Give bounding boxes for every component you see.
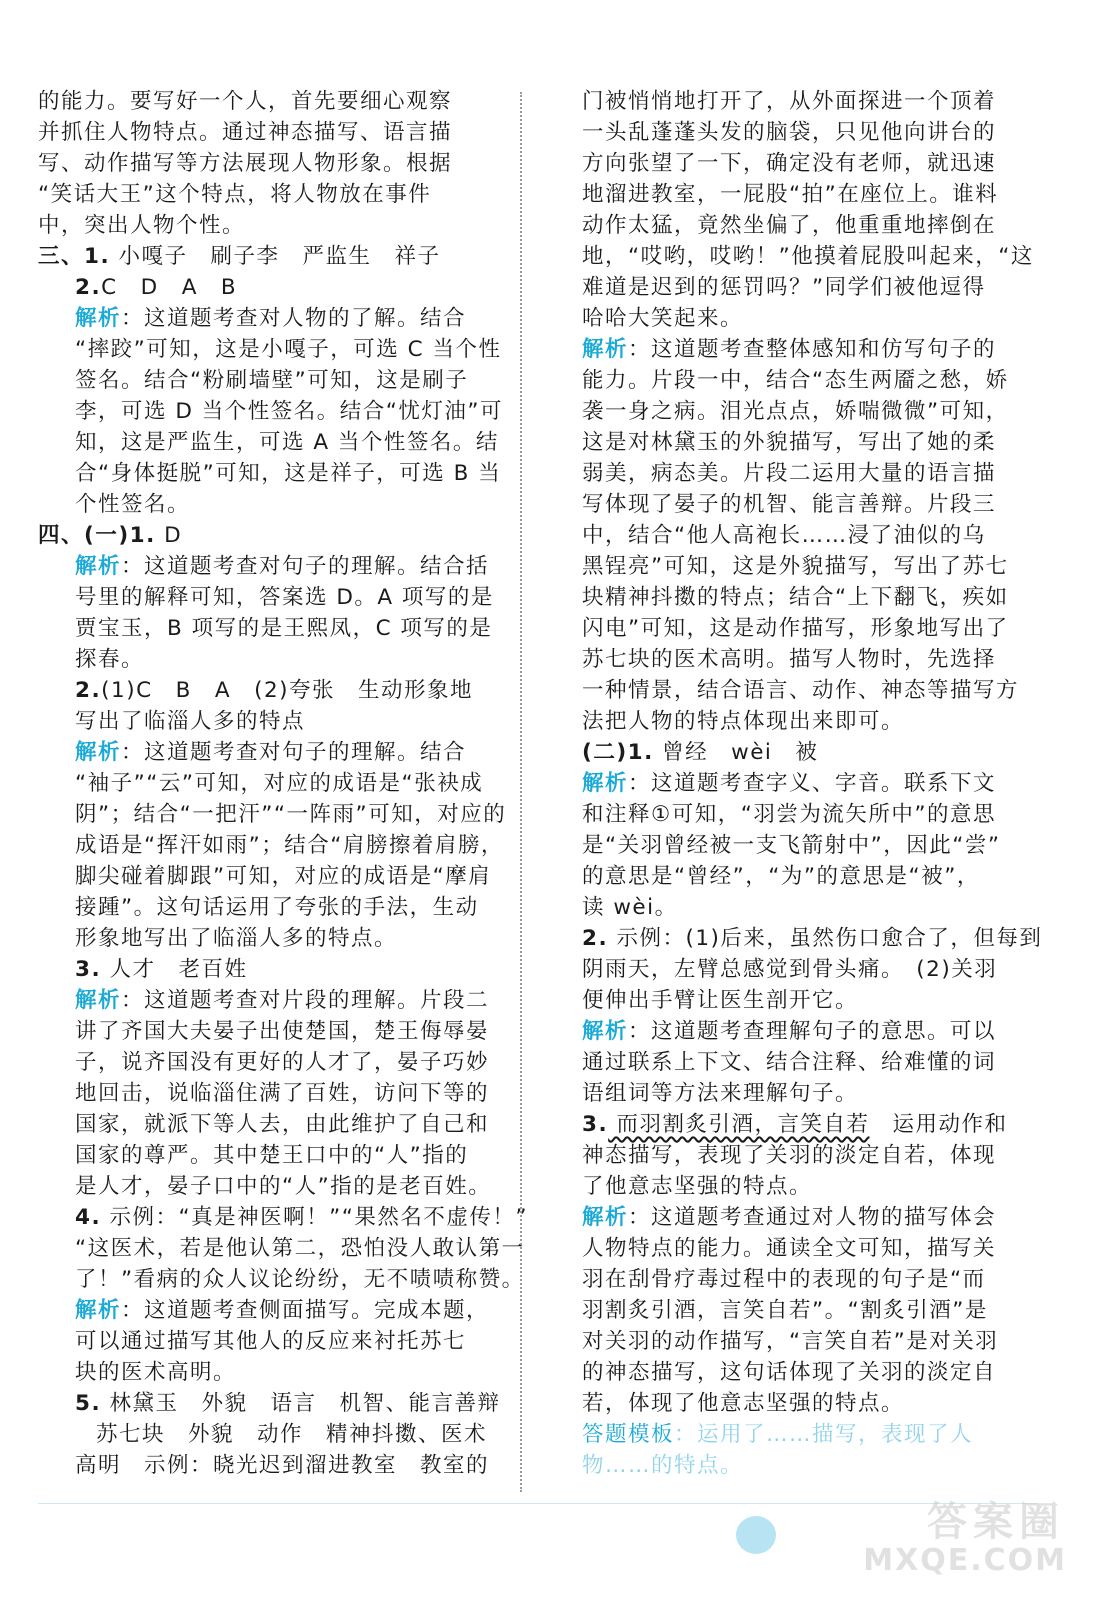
left-text-line [38, 1202, 529, 1233]
right-text-line [582, 830, 1002, 861]
line-text: 写、动作描写等方法展现人物形象。根据 [38, 151, 453, 176]
left-text-line [38, 675, 500, 706]
line-text: 了他意志坚强的特点。 [582, 1174, 813, 1199]
right-text-line [582, 1233, 1002, 1264]
line-text: 中，结合“他人高袍长……浸了油似的乌 [582, 523, 986, 548]
line-text: 的神态描写，这句话体现了关羽的淡定自 [582, 1360, 997, 1385]
line-text: 黑锃亮”可知，这是外貌描写，写出了苏七 [582, 554, 1009, 579]
line-text: 块的医术高明。 [75, 1360, 237, 1385]
template-text: ：运用了……描写，表现了人 [674, 1422, 974, 1447]
question-number: 5. [75, 1391, 102, 1416]
line-text: 探春。 [75, 647, 145, 672]
right-text-line [582, 1450, 1002, 1481]
line-text: 一头乱蓬蓬头发的脑袋，只见他向讲台的 [582, 120, 997, 145]
line-text: ：这道题考查对人物的了解。结合 [121, 306, 467, 331]
line-text: 示例：“真是神医啊！”“果然名不虚传！” [101, 1205, 529, 1230]
question-number: 三、1. [38, 244, 111, 269]
line-text: 接踵”。这句话运用了夸张的手法，生动 [75, 895, 479, 920]
right-text-line [582, 706, 1002, 737]
line-text: ：这道题考查字义、字音。联系下文 [628, 771, 997, 796]
line-text: 个性签名。 [75, 492, 191, 517]
left-text-line [38, 799, 507, 830]
page-number-badge [736, 1516, 776, 1554]
line-text: 若，体现了他意志坚强的特点。 [582, 1391, 905, 1416]
line-text: 袭一身之病。泪光点点，娇喘微微”可知， [582, 399, 1009, 424]
right-text-line [582, 86, 1002, 117]
line-text: 苏七块的医术高明。描写人物时，先选择 [582, 647, 997, 672]
line-text: 动作太猛，竟然坐偏了，他重重地摔倒在 [582, 213, 997, 238]
watermark-chinese: 答案圈 [927, 1499, 1065, 1545]
line-text: 李，可选 D 当个性签名。结合“忧灯油”可 [75, 399, 504, 424]
line-text: 和注释①可知，“羽尝为流矢所中”的意思 [582, 802, 997, 827]
left-text-line [38, 861, 500, 892]
analysis-tag: 解析 [582, 771, 629, 796]
line-text: “摔跤”可知，这是小嘎子，可选 C 当个性 [75, 337, 502, 362]
right-text-line [582, 768, 1002, 799]
line-text: 并抓住人物特点。通过神态描写、语言描 [38, 120, 453, 145]
right-text-line [582, 1109, 1008, 1140]
left-text-line [38, 737, 500, 768]
line-text: ：这道题考查对片段的理解。片段二 [121, 988, 490, 1013]
right-text-line [582, 396, 1009, 427]
question-number: 2. [75, 678, 102, 703]
line-text: 国家，就派下等人去，由此维护了自己和 [75, 1112, 490, 1137]
line-text: 国家的尊严。其中楚王口中的“人”指的 [75, 1143, 469, 1168]
right-text-line [582, 272, 1002, 303]
right-text-line [582, 675, 1020, 706]
line-text: 高明 示例：晓光迟到溜进教室 教室的 [75, 1453, 490, 1478]
right-text-line [582, 1047, 1002, 1078]
left-text-line [38, 644, 500, 675]
right-text-line [582, 1419, 1002, 1450]
left-text-line [38, 1140, 500, 1171]
left-text-line [38, 706, 500, 737]
watermark-url: MXQE.COM [863, 1543, 1067, 1578]
template-tag: 答题模板 [582, 1422, 675, 1447]
right-text-line [582, 582, 1009, 613]
line-text: ：这道题考查对句子的理解。结合 [121, 740, 467, 765]
analysis-tag: 解析 [75, 740, 122, 765]
line-text: 中，突出人物个性。 [38, 213, 246, 238]
right-text-line [582, 954, 1002, 985]
line-text: 形象地写出了临淄人多的特点。 [75, 926, 398, 951]
right-text-line [582, 1171, 1002, 1202]
right-text-line [582, 551, 1009, 582]
line-text: 写体现了晏子的机智、能言善辩。片段三 [582, 492, 997, 517]
analysis-tag: 解析 [582, 1019, 629, 1044]
right-text-line [582, 892, 1002, 923]
line-text: 羽割炙引酒，言笑自若”。“割炙引酒”是 [582, 1298, 988, 1323]
line-text: 弱美，病态美。片段二运用大量的语言描 [582, 461, 997, 486]
left-text-line [38, 427, 500, 458]
line-text: 是人才，晏子口中的“人”指的是老百姓。 [75, 1174, 492, 1199]
line-text: 闪电”可知，这是动作描写，形象地写出了 [582, 616, 1009, 641]
right-text-line [582, 613, 1009, 644]
line-text: ：这道题考查理解句子的意思。可以 [628, 1019, 997, 1044]
line-text: 通过联系上下文、结合注释、给难懂的词 [582, 1050, 997, 1075]
template-text: 物……的特点。 [582, 1453, 744, 1478]
left-text-line [38, 148, 500, 179]
watermark-logo [861, 1490, 1071, 1578]
analysis-tag: 解析 [582, 1205, 629, 1230]
line-text: 能力。片段一中，结合“态生两靥之愁，娇 [582, 368, 1009, 393]
line-text: 一种情景，结合语言、动作、神态等描写方 [582, 678, 1020, 703]
right-text-line [582, 1388, 1002, 1419]
left-text-line [38, 1295, 500, 1326]
line-text: 号里的解释可知，答案选 D。A 项写的是 [75, 585, 494, 610]
line-text: 地溜进教室，一屁股“拍”在座位上。谁料 [582, 182, 999, 207]
left-text-line [38, 1109, 500, 1140]
line-text: 地，“哎哟，哎哟！”他摸着屁股叫起来，“这 [582, 244, 1034, 269]
line-text: ：这道题考查通过对人物的描写体会 [628, 1205, 997, 1230]
line-text: 曾经 wèi 被 [653, 740, 819, 765]
line-text: ：这道题考查对句子的理解。结合括 [121, 554, 490, 579]
right-text-line [582, 1264, 1002, 1295]
right-text-line [582, 179, 1002, 210]
line-text: 签名。结合“粉刷墙壁”可知，这是刷子 [75, 368, 469, 393]
left-text-line [38, 272, 500, 303]
line-text: 讲了齐国大夫晏子出使楚国，楚王侮辱晏 [75, 1019, 490, 1044]
right-text-line [582, 923, 1043, 954]
left-text-line [38, 892, 500, 923]
line-text: 苏七块 外貌 动作 精神抖擞、医术 [96, 1422, 488, 1447]
left-text-line [38, 86, 500, 117]
question-number: 2. [582, 926, 609, 951]
line-text: 是“关羽曾经被一支飞箭射中”，因此“尝” [582, 833, 1001, 858]
line-text: C D A B [101, 275, 238, 300]
analysis-tag: 解析 [75, 306, 122, 331]
left-column [38, 86, 529, 1481]
line-text: 的能力。要写好一个人，首先要细心观察 [38, 89, 453, 114]
right-text-line [582, 644, 1002, 675]
right-text-line [582, 241, 1034, 272]
right-column [582, 86, 1043, 1481]
left-text-line [38, 923, 500, 954]
line-text: 小嘎子 刷子李 严监生 祥子 [110, 244, 441, 269]
line-text: 门被悄悄地打开了，从外面探进一个顶着 [582, 89, 997, 114]
analysis-tag: 解析 [75, 554, 122, 579]
left-text-line [38, 1264, 525, 1295]
right-text-line [582, 1326, 1002, 1357]
line-text: 合“身体挺脱”可知，这是祥子，可选 B 当 [75, 461, 502, 486]
question-number: 2. [75, 275, 102, 300]
right-text-line [582, 1295, 1002, 1326]
line-text: “这医术，若是他认第二，恐怕没人敢认第一 [75, 1236, 525, 1261]
analysis-tag: 解析 [75, 988, 122, 1013]
line-text: 法把人物的特点体现出来即可。 [582, 709, 905, 734]
left-text-line [38, 210, 500, 241]
right-text-line [582, 458, 1002, 489]
line-text: D [155, 523, 183, 548]
question-number: 4. [75, 1205, 102, 1230]
right-text-line [582, 1016, 1002, 1047]
right-text-line [582, 427, 1002, 458]
question-number: (二)1. [582, 740, 654, 765]
line-text: 神态描写，表现了关羽的淡定自若，体现 [582, 1143, 997, 1168]
left-text-line [38, 365, 500, 396]
analysis-tag: 解析 [75, 1298, 122, 1323]
line-text: 便伸出手臂让医生剖开它。 [582, 988, 859, 1013]
line-text: 成语是“挥汗如雨”；结合“肩膀擦着肩膀， [75, 833, 504, 858]
question-number: 3. [75, 957, 102, 982]
question-number: 3. [582, 1112, 609, 1137]
line-text: 这是对林黛玉的外貌描写，写出了她的柔 [582, 430, 997, 455]
line-text: 子，说齐国没有更好的人才了，晏子巧妙 [75, 1050, 490, 1075]
line-text: 可以通过描写其他人的反应来衬托苏七 [75, 1329, 467, 1354]
left-text-line [38, 241, 500, 272]
left-text-line [38, 830, 504, 861]
line-text: 地回击，说临淄住满了百姓，访问下等的 [75, 1081, 490, 1106]
line-text: 人才 老百姓 [101, 957, 248, 982]
line-text: 运用动作和 [869, 1112, 1008, 1137]
left-text-line [38, 768, 500, 799]
right-text-line [582, 1078, 1002, 1109]
left-text-line [38, 1171, 500, 1202]
left-text-line [38, 1233, 525, 1264]
line-text: 对关羽的动作描写，“言笑自若”是对关羽 [582, 1329, 999, 1354]
column-divider [520, 92, 522, 1492]
left-text-line [38, 520, 500, 551]
left-text-line [38, 985, 500, 1016]
line-text: “笑话大王”这个特点，将人物放在事件 [38, 182, 432, 207]
right-text-line [582, 1357, 1002, 1388]
line-text: 人物特点的能力。通读全文可知，描写关 [582, 1236, 997, 1261]
line-text: 语组词等方法来理解句子。 [582, 1081, 859, 1106]
right-text-line [582, 489, 1002, 520]
quoted-answer: 而羽割炙引酒，言笑自若 [608, 1112, 870, 1137]
line-text: 方向张望了一下，确定没有老师，就迅速 [582, 151, 997, 176]
right-text-line [582, 799, 1002, 830]
line-text: 了！”看病的众人议论纷纷，无不啧啧称赞。 [75, 1267, 525, 1292]
right-text-line [582, 365, 1009, 396]
right-text-line [582, 861, 1002, 892]
analysis-tag: 解析 [582, 337, 629, 362]
right-text-line [582, 1202, 1002, 1233]
line-text: 读 wèi。 [582, 895, 678, 920]
left-text-line [38, 1047, 500, 1078]
question-number: 四、(一)1. [38, 523, 156, 548]
line-text: 写出了临淄人多的特点 [75, 709, 306, 734]
right-text-line [582, 985, 1002, 1016]
line-text: “袖子”“云”可知，对应的成语是“张袂成 [75, 771, 484, 796]
left-text-line [38, 458, 500, 489]
line-text: 林黛玉 外貌 语言 机智、能言善辩 [101, 1391, 501, 1416]
right-text-line [582, 210, 1002, 241]
line-text: 哈哈大笑起来。 [582, 306, 744, 331]
line-text: (1)C B A (2)夸张 生动形象地 [101, 678, 474, 703]
left-text-line [38, 551, 500, 582]
right-text-line [582, 303, 1002, 334]
line-text: 阴雨天，左臂总感觉到骨头痛。 (2)关羽 [582, 957, 998, 982]
line-text: 块精神抖擞的特点；结合“上下翻飞，疾如 [582, 585, 1009, 610]
line-text: 示例：(1)后来，虽然伤口愈合了，但每到 [608, 926, 1043, 951]
left-text-line [38, 1388, 500, 1419]
right-text-line [582, 334, 1002, 365]
line-text: 羽在刮骨疗毒过程中的表现的句子是“而 [582, 1267, 986, 1292]
right-text-line [582, 148, 1002, 179]
left-text-line [38, 1450, 500, 1481]
left-text-line [38, 1326, 500, 1357]
line-text: ：这道题考查整体感知和仿写句子的 [628, 337, 997, 362]
left-text-line [38, 582, 500, 613]
left-text-line [38, 1357, 500, 1388]
left-text-line [38, 179, 500, 210]
left-text-line [38, 1419, 500, 1450]
right-text-line [582, 737, 1002, 768]
line-text: 难道是迟到的惩罚吗？”同学们被他逗得 [582, 275, 986, 300]
left-text-line [38, 613, 500, 644]
right-text-line [582, 117, 1002, 148]
line-text: 脚尖碰着脚跟”可知，对应的成语是“摩肩 [75, 864, 492, 889]
left-text-line [38, 396, 504, 427]
left-text-line [38, 303, 500, 334]
line-text: 阴”；结合“一把汗”“一阵雨”可知，对应的 [75, 802, 507, 827]
left-text-line [38, 1016, 500, 1047]
line-text: 知，这是严监生，可选 A 当个性签名。结 [75, 430, 499, 455]
left-text-line [38, 954, 500, 985]
line-text: ：这道题考查侧面描写。完成本题， [121, 1298, 490, 1323]
left-text-line [38, 489, 500, 520]
left-text-line [38, 1078, 500, 1109]
left-text-line [38, 334, 500, 365]
line-text: 的意思是“曾经”，“为”的意思是“被”， [582, 864, 980, 889]
line-text: 贾宝玉，B 项写的是王熙凤，C 项写的是 [75, 616, 493, 641]
left-text-line [38, 117, 500, 148]
right-text-line [582, 520, 1002, 551]
right-text-line [582, 1140, 1002, 1171]
